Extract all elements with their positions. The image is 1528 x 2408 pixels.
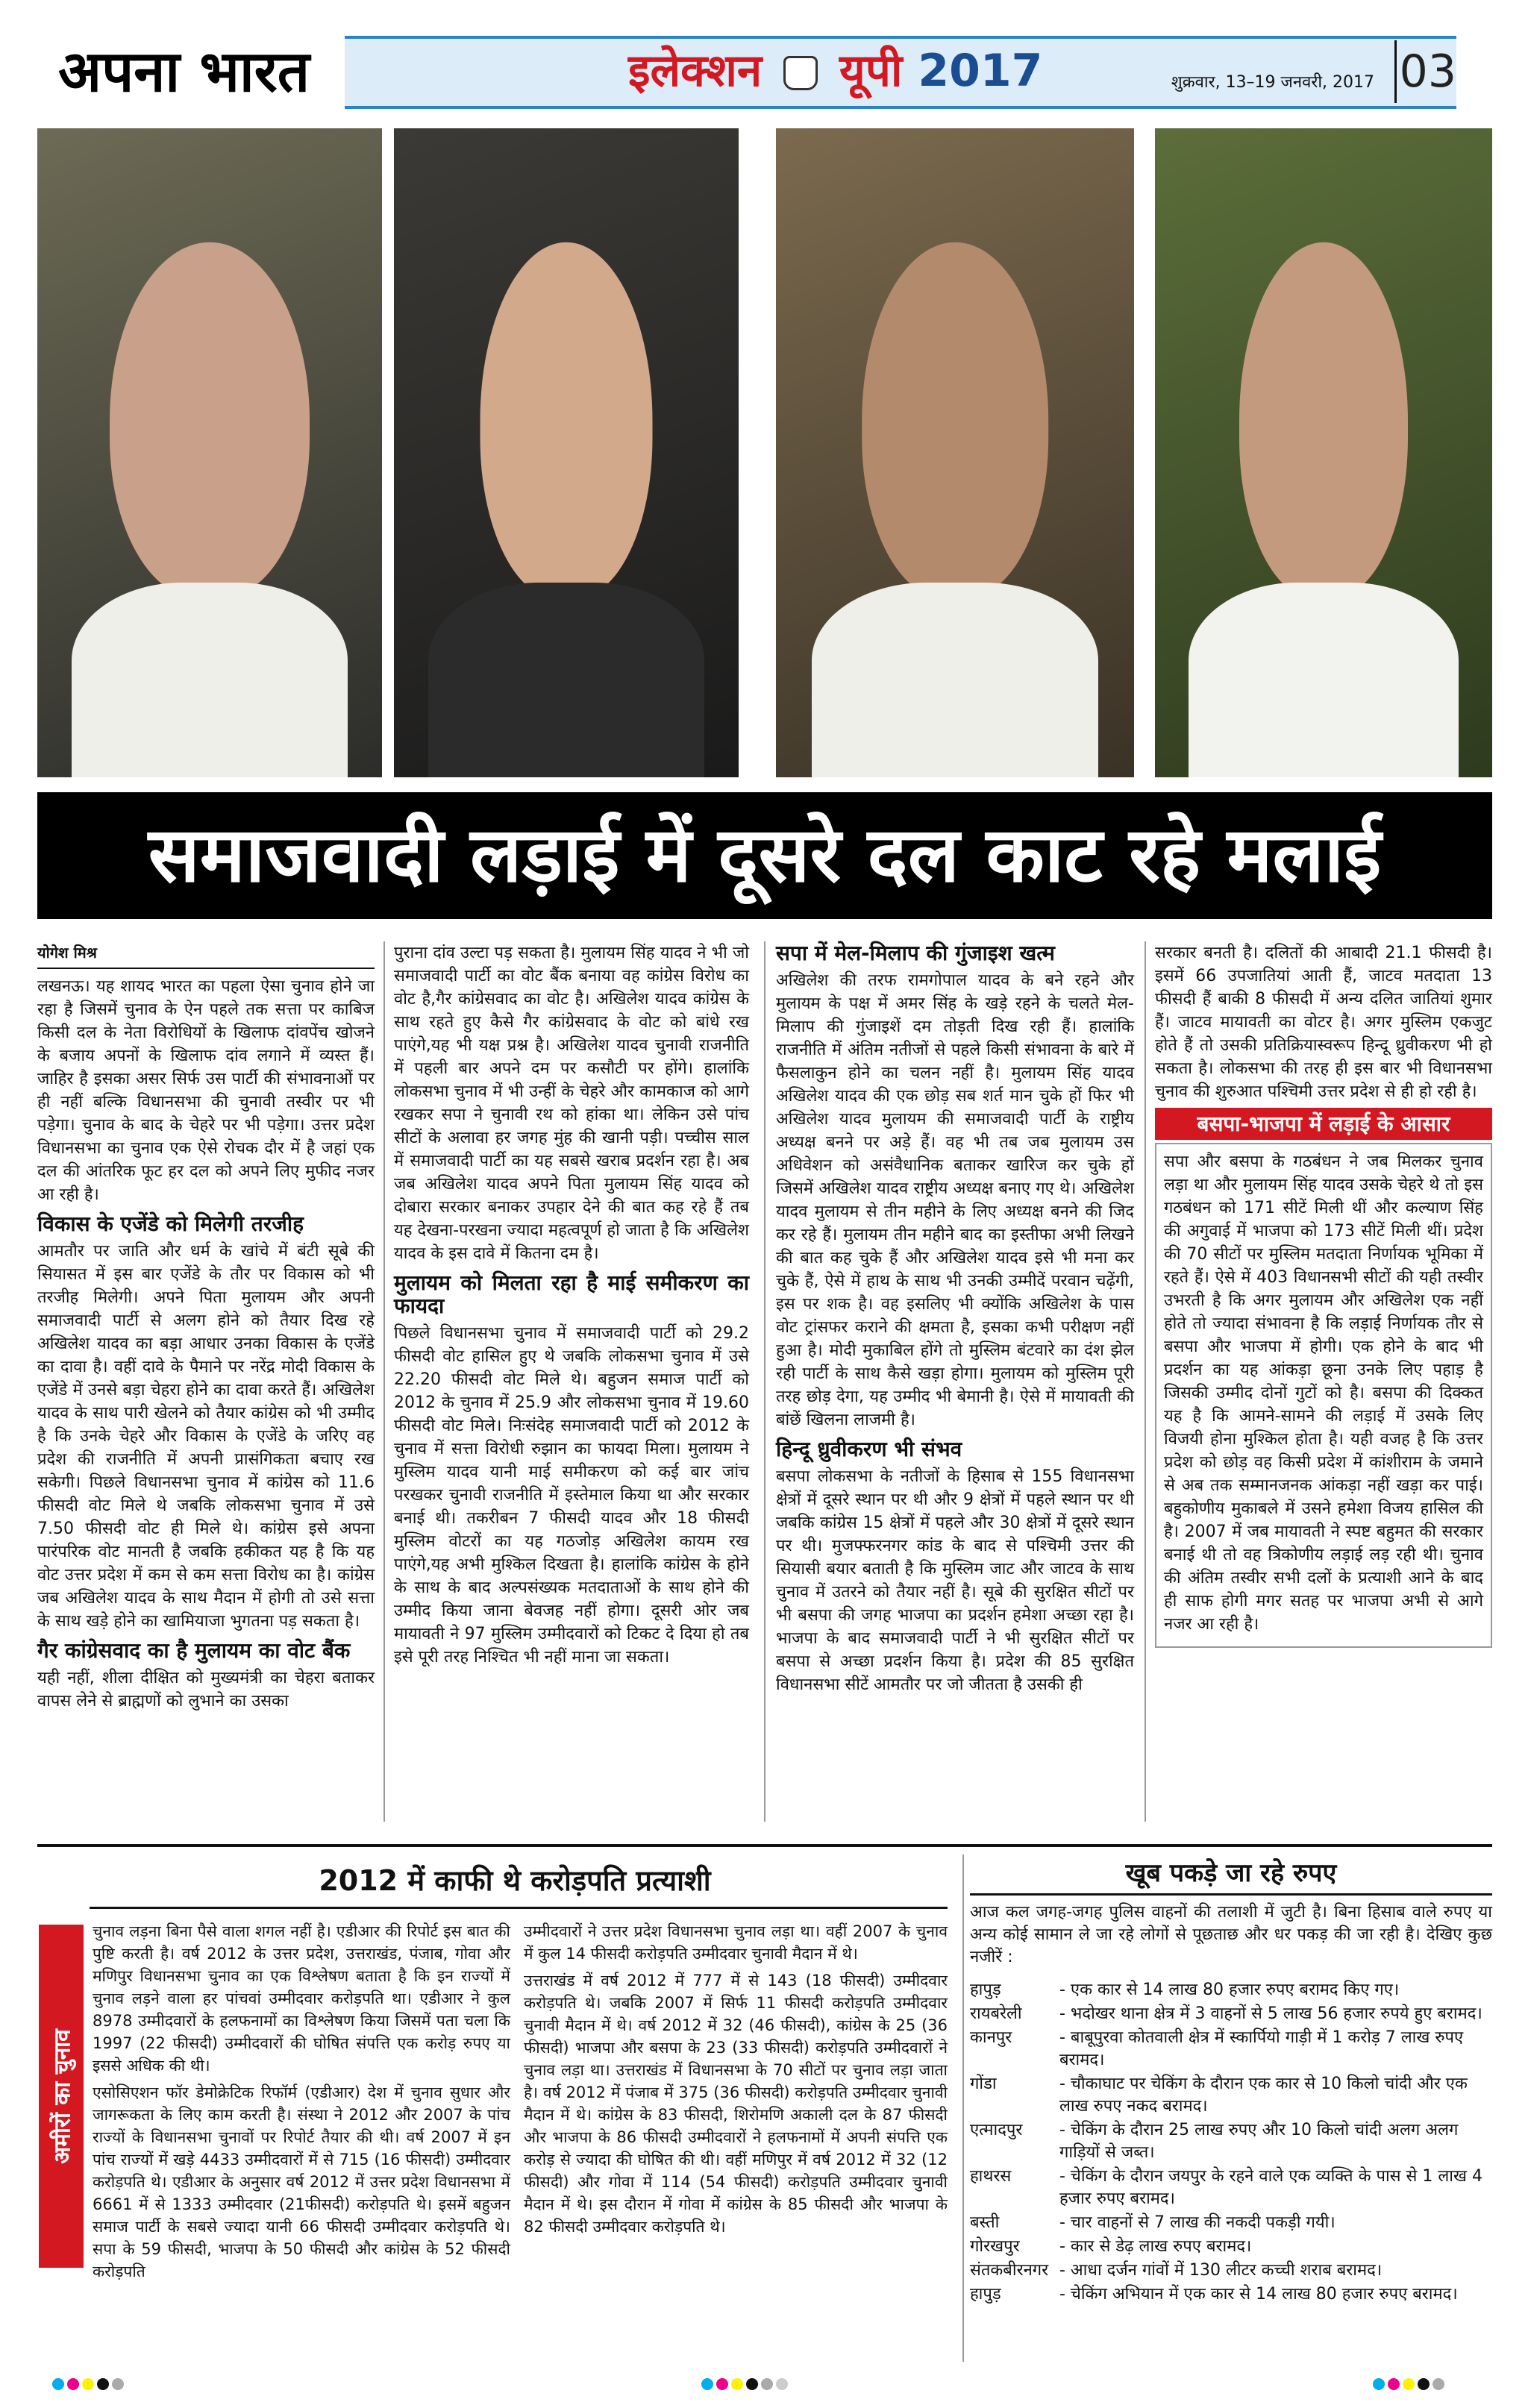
voting-hand-icon — [783, 56, 818, 90]
color-mark — [1403, 2378, 1415, 2390]
color-mark — [731, 2378, 743, 2390]
seizure-place: एत्मादपुर — [970, 2121, 1023, 2139]
seizure-item — [970, 2119, 1492, 2164]
seizure-item — [970, 2212, 1492, 2234]
color-mark — [1432, 2378, 1444, 2390]
seizure-text: - चेकिंग अभियान में एक कार से 14 लाख 80 हजार रुपए बरामद। — [1059, 2285, 1458, 2304]
side-tab-label: अमीरों का चुनाव — [49, 2029, 76, 2164]
photo-leader-3 — [776, 128, 1134, 777]
seizure-text: - बाबूपुरवा कोतवाली क्षेत्र में स्कार्पियो गाड़ी में 1 करोड़ 7 लाख रुपए बरामद। — [1059, 2028, 1464, 2069]
boxed-section — [1155, 1143, 1492, 1648]
color-mark — [67, 2378, 79, 2390]
main-headline: समाजवादी लड़ाई में दूसरे दल काट रहे मलाई — [148, 811, 1382, 900]
paragraph: अखिलेश की तरफ रामगोपाल यादव के बने रहने और मुलायम के पक्ष में अमर सिंह के खड़े रहने के चलते मेल-मिलाप की गुंजाइशें दम तोड़ती दिख रही हैं। हालांकि राजनीति में अंतिम नतीजों से पहले किसी संभावना के बारे में फैसलाकुन होने का चलन नहीं है। मुलायम सिंह यादव अखिलेश यादव की एक छोड़ सब शर्त मान चुके हों फिर भी अखिलेश यादव मुलायम की समाजवादी पार्टी के राष्ट्रीय अध्यक्ष बनने पर अड़े हैं। वह भी तब जब मुलायम उस अधिवेशन को असंवैधानिक बताकर खारिज कर चुके हों जिसमें अखिलेश यादव राष्ट्रीय अध्यक्ष बनाए गए थे। अखिलेश यादव मुलायम से तीन महीने के लिए अध्यक्ष बनने की जिद कर रहे हैं। मुलायम तीन महीने बाद का इस्तीफा अभी लिखने की बात कह चुके हैं और अखिलेश यादव इसे भी मना कर चुके हैं, ऐसे में हाथ के साथ भी उनकी उम्मीदें परवान चढ़ेंगी, इस पर शक है। वह इसलिए भी क्योंकि अखिलेश के पास वोट ट्रांसफर कराने की क्षमता है, इसका कभी परीक्षण नहीं हुआ है। मोदी मुकाबिल होंगे तो मुस्लिम बंटवारे का दंश झेल रही पार्टी के साथ कैसे खड़ा होगा। मुलायम को मुस्लिम पूरी तरह छोड़ देगा, यह उम्मीद भी बेमानी है। ऐसे में मायावती की बांछें खिलना लाजमी है। — [776, 971, 1134, 1429]
column-divider — [962, 1854, 964, 2362]
seizure-place: बस्ती — [970, 2213, 1000, 2232]
seizures-section — [970, 1854, 1492, 2307]
color-mark — [97, 2378, 109, 2390]
seizure-place: कानपुर — [970, 2028, 1012, 2047]
article-column-2 — [394, 941, 749, 1673]
seizure-text: - आधा दर्जन गांवों में 130 लीटर कच्ची शराब बरामद। — [1059, 2261, 1383, 2280]
paragraph: पिछले विधानसभा चुनाव में समाजवादी पार्टी को 29.2 फीसदी वोट हासिल हुए थे जबकि लोकसभा चुनाव में उसे 22.20 फीसदी वोट मिले थे। बहुजन समाज पार्टी को 2012 के चुनाव में 25.9 और लोकसभा चुनाव में 19.60 फीसदी वोट मिले। निःसंदेह समाजवादी पार्टी को 2012 के चुनाव में सत्ता विरोधी रुझान का फायदा मिला। मुलायम ने मुस्लिम यादव यानी माई समीकरण को कई बार जांच परखकर चुनावी राजनीति में इस्तेमाल किया था और सरकार बनाई थी। तकरीबन 7 फीसदी यादव और 18 फीसदी मुस्लिम वोटरों का यह गठजोड़ अखिलेश कायम रख पाएंगे,यह अभी मुश्किल दिखता है। हालांकि कांग्रेस के होने के साथ के बाद अल्पसंख्यक मतदाताओं के साथ होने की उम्मीद किया जाना बेवजह नहीं होगा। दूसरी ओर जब मायावती ने 97 मुस्लिम उम्मीदवारों को टिकट दे दिया हो तब इसे पूरी तरह निश्चित भी नहीं माना जा सकता। — [394, 1324, 749, 1667]
paragraph: उम्मीदवारों ने उत्तर प्रदेश विधानसभा चुनाव लड़ा था। वहीं 2007 के चुनाव में कुल 14 फीसदी करोड़पति उम्मीदवार चुनावी मैदान में थे। — [524, 1922, 948, 1963]
portrait-face — [480, 242, 653, 599]
seizure-item — [970, 2073, 1492, 2118]
portrait-face — [862, 242, 1048, 599]
seizures-heading-rule — [970, 1893, 1492, 1896]
crorepati-heading: 2012 में काफी थे करोड़पति प्रत्याशी — [319, 1864, 711, 1897]
election-state: यूपी — [839, 45, 903, 97]
seizure-place: गोंडा — [970, 2075, 997, 2093]
column-divider — [383, 941, 385, 1822]
side-section-tab — [39, 1925, 84, 2268]
seizure-item — [970, 2236, 1492, 2258]
page-number: 03 — [1394, 40, 1456, 103]
paragraph: सपा और बसपा के गठबंधन ने जब मिलकर चुनाव लड़ा था और मुलायम सिंह यादव उसके चेहरे थे तो इस गठबंधन को 171 सीटें मिली थीं और कल्याण सिंह की अगुवाई में भाजपा को 173 सीटें मिली थीं। प्रदेश की 70 सीटों पर मुस्लिम मतदाता निर्णायक भूमिका में रहते हैं। ऐसे में 403 विधानसभी सीटों की यही तस्वीर उभरती है कि अगर मुलायम और अखिलेश एक नहीं होते तो ज्यादा संभावना है कि लड़ाई निर्णायक तौर से बसपा और भाजपा में होगी। एक होने के बाद भी प्रदर्शन का यह आंकड़ा छूना उनके लिए पहाड़ है जिसकी उम्मीद दोनों गुटों को है। बसपा की दिक्कत यह है कि आमने-सामने की लड़ाई में उसके लिए विजयी होना मुश्किल होता है। यही वजह है कि उत्तर प्रदेश को छोड़ वह किसी प्रदेश में कांशीराम के जमाने से अब तक सम्मानजनक आंकड़ा नहीं खड़ा कर पाई। बहुकोणीय मुकाबले में उसने हमेशा विजय हासिल की है। 2007 में जब मायावती ने स्पष्ट बहुमत की सरकार बनाई थी तो वह त्रिकोणीय लड़ाई लड़ रही थी। चुनाव की अंतिम तस्वीर सभी दलों के प्रत्याशी आने के बाद ही साफ होगी मगर सतह पर भाजपा अभी से आगे नजर आ रही है। — [1164, 1153, 1483, 1634]
color-mark — [761, 2378, 773, 2390]
paragraph: उत्तराखंड में वर्ष 2012 में 777 में से 143 (18 फीसदी) उम्मीदवार करोड़पति थे। जबकि 2007 में सिर्फ 11 फीसदी करोड़पति उम्मीदवार चुनावी मैदान में थे। वर्ष 2012 में 32 (46 फीसदी), कांग्रेस के 25 (36 फीसदी) भाजपा और बसपा के 23 (33 फीसदी) करोड़पति उम्मीदवारों ने चुनाव लड़ा था। उत्तराखंड में विधानसभा के 70 सीटों पर चुनाव लड़ा जाता है। वर्ष 2012 में पंजाब में 375 (36 फीसदी) करोड़पति उम्मीदवार चुनावी मैदान में थे। कांग्रेस के 83 फीसदी, शिरोमणि अकाली दल के 87 फीसदी और भाजपा के 86 फीसदी उम्मीदवारों ने हलफनामों में अपनी संपत्ति एक करोड़ से ज्यादा की घोषित की थी। वहीं मणिपुर में वर्ष 2012 में 32 (12 फीसदी) और गोवा में 114 (54 फीसदी) करोड़पति उम्मीदवार चुनावी मैदान में थे। इस दौरान में गोवा में कांग्रेस के 85 फीसदी और भाजपा के 82 फीसदी उम्मीदवार करोड़पति थे। — [524, 1972, 948, 2236]
column-divider — [764, 941, 765, 1822]
seizure-text: - कार से डेढ़ लाख रुपए बरामद। — [1059, 2237, 1252, 2256]
paragraph: लखनऊ। यह शायद भारत का पहला ऐसा चुनाव होने जा रहा है जिसमें चुनाव के ऐन पहले तक सत्ता पर काबिज किसी दल के नेता विरोधियों के खिलाफ दांवपेंच खोजने के बजाय अपनों के खिलाफ दांव लगाने में व्यस्त हैं। जाहिर है इसका असर सिर्फ उस पार्टी की संभावनाओं पर ही नहीं बल्कि विधानसभा की चुनावी तस्वीर पर भी पड़ेगा। चुनाव के बाद के चेहरे पर भी पड़ेगा। उत्तर प्रदेश विधानसभा का चुनाव एक ऐसे रोचक दौर में है जहां एक दल की आंतरिक फूट हर दल को अपने लिए मुफीद नजर आ रही है। — [37, 977, 375, 1204]
color-mark — [701, 2378, 713, 2390]
election-banner — [345, 36, 1456, 109]
portrait-face — [1239, 242, 1408, 599]
seizure-item — [970, 2003, 1492, 2025]
color-mark — [776, 2378, 788, 2390]
portrait-clothing — [1189, 583, 1459, 777]
masthead — [58, 36, 1491, 107]
seizure-place: हापुड़ — [970, 2285, 1001, 2304]
paragraph: एसोसिएशन फॉर डेमोक्रेटिक रिफॉर्म (एडीआर) देश में चुनाव सुधार और जागरूकता के लिए काम करती है। संस्था ने 2012 और 2007 के पांच राज्यों के विधानसभा चुनावों पर रिपोर्ट तैयार की थी। वर्ष 2007 में इन पांच राज्यों में खड़े 4433 उम्मीदवारों में से 715 (16 फीसदी) उम्मीदवार करोड़पति थे। एडीआर के अनुसार वर्ष 2012 में उत्तर प्रदेश विधानसभा में 6661 में से 1333 उम्मीदवार (21फीसदी) करोड़पति थे। इसमें बहुजन समाज पार्टी के सबसे ज्यादा यानी 66 फीसदी उम्मीदवार करोड़पति थे। सपा के 59 फीसदी, भाजपा के 50 फीसदी और कांग्रेस के 52 फीसदी करोड़पति — [93, 2084, 510, 2280]
color-mark — [1418, 2378, 1430, 2390]
seizure-item — [970, 2027, 1492, 2072]
color-mark — [112, 2378, 124, 2390]
portrait-clothing — [812, 583, 1098, 777]
subheading: हिन्दू ध्रुवीकरण भी संभव — [776, 1437, 962, 1461]
election-year: 2017 — [918, 45, 1043, 97]
color-mark — [1388, 2378, 1400, 2390]
color-mark — [1373, 2378, 1385, 2390]
portrait-clothing — [72, 583, 348, 777]
paragraph: यही नहीं, शीला दीक्षित को मुख्यमंत्री का चेहरा बताकर वापस लेने से ब्राह्मणों को लुभाने का उसका — [37, 1669, 375, 1711]
seizure-place: गोरखपुर — [970, 2237, 1020, 2256]
seizure-text: - चौकाघाट पर चेकिंग के दौरान एक कार से 10 किलो चांदी और एक लाख रुपए नकद बरामद। — [1059, 2075, 1468, 2116]
seizure-place: रायबरेली — [970, 2004, 1022, 2023]
paragraph: बसपा लोकसभा के नतीजों के हिसाब से 155 विधानसभा क्षेत्रों में दूसरे स्थान पर थी और 9 क्षेत्रों में पहले स्थान पर थी जबकि कांग्रेस 15 क्षेत्रों में पहले और 30 क्षेत्रों में दूसरे स्थान पर थी। मुजफ्फरनगर कांड के बाद से पश्चिमी उत्तर की सियासी बयार बताती है कि मुस्लिम जाट और जाटव के साथ चुनाव में उतरने को तैयार नहीं है। सूबे की सुरक्षित सीटों पर भी बसपा की जगह भाजपा का प्रदर्शन हमेशा अच्छा रहा है। भाजपा के बाद समाजवादी पार्टी ने भी सुरक्षित सीटों पर बसपा से अच्छा प्रदर्शन किया है। प्रदेश की 85 सुरक्षित विधानसभा सीटें आमतौर पर जो जीतता है उसकी ही — [776, 1467, 1134, 1694]
crorepati-column-left — [93, 1920, 510, 2287]
paragraph: सरकार बनती है। दलितों की आबादी 21.1 फीसदी है। इसमें 66 उपजातियां आती हैं, जाटव मतदाता 13 फीसदी हैं बाकी 8 फीसदी में अन्य दलित जातियां शुमार हैं। जाटव मायावती का वोटर है। अगर मुस्लिम एकजुट होते हैं तो उसकी प्रतिक्रियास्वरूप हिन्दू ध्रुवीकरण भी हो सकता है। लोकसभा की तरह ही इस बार भी विधानसभा चुनाव की शुरुआत पश्चिमी उत्तर प्रदेश से ही हो रही है। — [1155, 944, 1492, 1101]
seizure-text: - भदोखर थाना क्षेत्र में 3 वाहनों से 5 लाख 56 हजार रुपये हुए बरामद। — [1059, 2004, 1482, 2023]
portrait-face — [110, 242, 310, 599]
subheading: विकास के एजेंडे को मिलेगी तरजीह — [37, 1211, 304, 1236]
print-color-marks-left — [52, 2378, 124, 2390]
color-mark — [746, 2378, 758, 2390]
section-divider — [37, 1844, 1492, 1847]
column-divider — [1145, 941, 1146, 1822]
article-column-4 — [1155, 941, 1492, 1648]
color-mark — [716, 2378, 728, 2390]
seizures-heading: खूब पकड़े जा रहे रुपए — [1125, 1858, 1337, 1888]
subheading: सपा में मेल-मिलाप की गुंजाइश खत्म — [776, 941, 1055, 965]
paragraph: चुनाव लड़ना बिना पैसे वाला शगल नहीं है। एडीआर की रिपोर्ट इस बात की पुष्टि करती है। वर्ष 2012 के उत्तर प्रदेश, उत्तराखंड, पंजाब, गोवा और मणिपुर विधानसभा चुनाव का एक विश्लेषण बताता है कि इन राज्यों में चुनाव लड़ने वाला हर पांचवां उम्मीदवार करोड़पति था। एडीआर ने कुल 8978 उम्मीदवारों के हलफनामों का विश्लेषण किया जिसमें पता चला कि 1997 (22 फीसदी) उम्मीदवारों की घोषित संपत्ति एक करोड़ रुपए या इससे अधिक की थी। — [93, 1922, 510, 2075]
seizure-item — [970, 2283, 1492, 2306]
seizure-item — [970, 2166, 1492, 2210]
photo-leader-4 — [1155, 128, 1492, 777]
subheading: गैर कांग्रेसवाद का है मुलायम का वोट बैंक — [37, 1638, 351, 1663]
color-mark — [82, 2378, 94, 2390]
seizure-place: संतकबीरनगर — [970, 2261, 1049, 2280]
seizure-text: - एक कार से 14 लाख 80 हजार रुपए बरामद किए गए। — [1059, 1981, 1400, 1999]
print-color-marks-right — [1373, 2378, 1444, 2390]
seizures-list — [970, 1979, 1492, 2306]
article-column-3 — [776, 941, 1134, 1701]
print-color-marks-center — [701, 2378, 788, 2390]
photo-leader-1 — [37, 128, 382, 777]
seizure-place: हाथरस — [970, 2167, 1012, 2186]
seizure-place: हापुड़ — [970, 1981, 1001, 1999]
boxed-section-title: बसपा-भाजपा में लड़ाई के आसार — [1155, 1108, 1492, 1140]
seizures-intro: आज कल जगह-जगह पुलिस वाहनों की तलाशी में जुटी है। बिना हिसाब वाले रुपए या अन्य कोई सामान ले जा रहे लोगों से पूछताछ और धर पकड़ की जा रही है। देखिए कुछ नजीरें : — [970, 1903, 1492, 1966]
byline: योगेश मिश्र — [37, 941, 375, 969]
article-column-1 — [37, 941, 375, 1717]
crorepati-column-right — [524, 1920, 948, 2242]
paragraph: आमतौर पर जाति और धर्म के खांचे में बंटी सूबे की सियासत में इस बार एजेंडे के तौर पर विकास को भी तरजीह मिलेगी। अपने पिता मुलायम और अपनी समाजवादी पार्टी से अलग होने को तैयार दिख रहे अखिलेश यादव का बड़ा आधार उनका विकास के एजेंडे का दावा है। वहीं दावे के पैमाने पर नरेंद्र मोदी विकास के एजेंडे में उनसे बड़ा चेहरा होने का दावा करते हैं। अखिलेश यादव के साथ पारी खेलने को तैयार कांग्रेस को भी उम्मीद है कि उनके चेहरे और विकास के एजेंडे के जरिए वह प्रदेश की राजनीति में अपनी प्रासंगिकता बचाए रख सकेगी। पिछले विधानसभा चुनाव में कांग्रेस को 11.6 फीसदी वोट मिले थे जबकि लोकसभा चुनाव में उसे 7.50 फीसदी वोट ही मिले थे। कांग्रेस इसे अपना पारंपरिक वोट मानती है जबकि हकीकत यह है कि यह वोट उत्तर प्रदेश में कम से कम सत्ता विरोध का है। कांग्रेस जब अखिलेश यादव के साथ मैदान में होगी तो उसे सत्ता के साथ खड़े होने का खामियाजा भुगतना पड़ सकता है। — [37, 1242, 375, 1631]
portrait-clothing — [428, 583, 704, 777]
color-mark — [52, 2378, 64, 2390]
issue-date: शुक्रवार, 13–19 जनवरी, 2017 — [1171, 73, 1374, 92]
seizure-item — [970, 1979, 1492, 2001]
election-title — [628, 45, 1042, 97]
seizure-item — [970, 2260, 1492, 2282]
photo-leader-2 — [394, 128, 739, 777]
seizure-text: - चेकिंग के दौरान 25 लाख रुपए और 10 किलो चांदी अलग अलग गाड़ियों से जब्त। — [1059, 2121, 1459, 2162]
seizure-text: - चेकिंग के दौरान जयपुर के रहने वाले एक व्यक्ति के पास से 1 लाख 4 हजार रुपए बरामद। — [1059, 2167, 1482, 2208]
seizure-text: - चार वाहनों से 7 लाख की नकदी पकड़ी गयी। — [1059, 2213, 1336, 2232]
crorepati-heading-rule — [90, 1907, 948, 1909]
election-prefix: इलेक्शन — [628, 45, 763, 97]
subheading: मुलायम को मिलता रहा है माई समीकरण का फायदा — [394, 1270, 749, 1318]
paragraph: पुराना दांव उल्टा पड़ सकता है। मुलायम सिंह यादव ने भी जो समाजवादी पार्टी का वोट बैंक बनाया वह कांग्रेस विरोध का वोट है,गैर कांग्रेसवाद का वोट है। अखिलेश यादव कांग्रेस के साथ रहते हुए कैसे गैर कांग्रेसवाद के वोट को बांधे रख पाएंगे,यह भी यक्ष प्रश्न है। अखिलेश यादव चुनावी राजनीति में पहली बार अपने दम पर कसौटी पर होंगे। हालांकि लोकसभा चुनाव में भी उन्हीं के चेहरे और कामकाज को आगे रखकर सपा ने चुनावी रथ को हांका था। लेकिन उसे पांच सीटों के अलावा हर जगह मुंह की खानी पड़ी। पच्चीस साल में समाजवादी पार्टी का यह सबसे खराब प्रदर्शन रहा है। अब जब अखिलेश यादव अपने पिता मुलायम सिंह यादव को दोबारा सरकार बनाकर उपहार देने की बात कह रहे हैं तब यह देखना-परखना ज्यादा महत्वपूर्ण हो जाता है कि अखिलेश यादव के इस दावे में कितना दम है। — [394, 944, 749, 1263]
newspaper-logo: अपना भारत — [58, 38, 310, 104]
